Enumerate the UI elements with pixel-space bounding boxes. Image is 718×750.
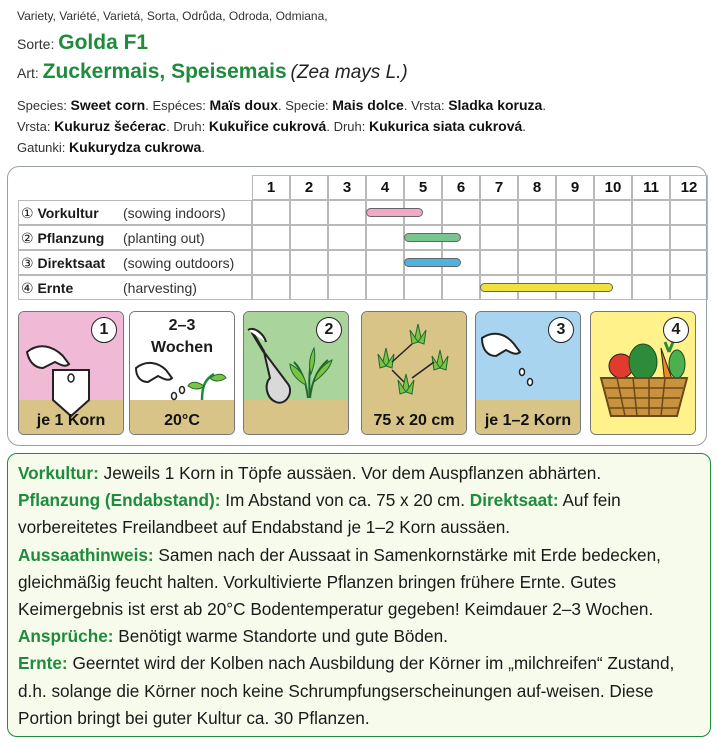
calendar-cell xyxy=(328,225,366,250)
calendar-cell xyxy=(366,275,404,300)
calendar-cell xyxy=(632,225,670,250)
calendar-cell xyxy=(328,200,366,225)
tile-harvest xyxy=(590,311,696,435)
calendar-cell xyxy=(480,200,518,225)
tile-germination xyxy=(129,311,235,435)
step-number-badge: 3 xyxy=(548,317,574,343)
calendar-row-label xyxy=(18,200,252,225)
calendar-cell xyxy=(518,250,556,275)
species-value: Kukuruz šećerac xyxy=(54,118,167,134)
calendar-cell xyxy=(518,200,556,225)
species-translations-line-2: Vrsta: Kukuruz šećerac. Druh: Kukuřice cukrová. Druh: Kukurica siata cukrová. xyxy=(17,118,526,134)
row-name: Ernte xyxy=(37,280,74,296)
calendar-cell xyxy=(594,225,632,250)
calendar-cell xyxy=(556,250,594,275)
calendar-cell xyxy=(252,200,290,225)
calendar-period-bar xyxy=(366,208,423,217)
tile-direct-sowing xyxy=(475,311,581,435)
germination-time xyxy=(130,315,234,359)
vorkultur-heading: Vorkultur: xyxy=(18,463,99,483)
row-subtitle: (sowing outdoors) xyxy=(123,255,235,271)
calendar-cell xyxy=(404,275,442,300)
month-header: 8 xyxy=(518,175,556,200)
direktsaat-text: Auf fein vorbereitetes Freilandbeet auf Endabstand je 1–2 Korn aussäen. xyxy=(18,490,621,538)
tile-caption: 75 x 20 cm xyxy=(373,412,455,429)
month-header: 1 xyxy=(252,175,290,200)
month-header: 2 xyxy=(290,175,328,200)
calendar-cell xyxy=(366,250,404,275)
month-header: 4 xyxy=(366,175,404,200)
tile-planting-out xyxy=(243,311,349,435)
row-marker: ② xyxy=(21,230,34,246)
direktsaat-heading: Direktsaat: xyxy=(469,490,559,511)
row-name: Pflanzung xyxy=(37,230,105,246)
tile-caption: 20°C xyxy=(164,412,200,429)
row-name: Vorkultur xyxy=(37,205,99,221)
calendar-row-label xyxy=(18,225,252,250)
step-number-badge: 2 xyxy=(316,317,342,343)
calendar-period-bar xyxy=(404,258,461,267)
latin-name: (Zea mays L.) xyxy=(290,62,408,83)
step-number-badge: 1 xyxy=(91,317,117,343)
species-label: Gatunki: xyxy=(17,140,66,155)
species-value: Kukurica siata cukrová xyxy=(368,118,523,134)
tile-sowing-indoors xyxy=(18,311,124,435)
month-header: 9 xyxy=(556,175,594,200)
species-value: Mais dolce xyxy=(332,97,404,113)
calendar-cell xyxy=(290,225,328,250)
sorte-label: Sorte: xyxy=(17,36,55,52)
step-number-badge: 4 xyxy=(663,317,689,343)
calendar-cell xyxy=(594,200,632,225)
month-header: 12 xyxy=(670,175,708,200)
calendar-period-bar xyxy=(404,233,461,242)
species-label: Species: xyxy=(17,98,67,113)
species-label: Specie: xyxy=(285,98,329,113)
calendar-cell xyxy=(328,275,366,300)
ansprueche-heading: Ansprüche: xyxy=(18,626,114,647)
calendar-cell xyxy=(632,275,670,300)
pflanzung-heading: Pflanzung (Endabstand): xyxy=(18,490,221,511)
calendar-cell xyxy=(252,225,290,250)
calendar-cell xyxy=(670,250,708,275)
row-subtitle: (harvesting) xyxy=(123,280,197,296)
species-label: Druh: xyxy=(173,119,206,134)
pflanzung-text: Im Abstand von ca. 75 x 20 cm. xyxy=(220,490,470,511)
calendar-cell xyxy=(442,200,480,225)
month-header: 11 xyxy=(632,175,670,200)
germination-unit: Wochen xyxy=(151,339,213,356)
calendar-cell xyxy=(252,275,290,300)
row-subtitle: (sowing indoors) xyxy=(123,205,226,221)
month-header: 10 xyxy=(594,175,632,200)
sowing-calendar xyxy=(7,166,707,446)
species-label: Vrsta: xyxy=(17,119,51,134)
calendar-cell xyxy=(556,225,594,250)
species-value: Kukurydza cukrowa xyxy=(69,139,202,155)
row-marker: ④ xyxy=(21,280,34,296)
calendar-cell xyxy=(442,275,480,300)
calendar-cell xyxy=(632,200,670,225)
month-header: 6 xyxy=(442,175,480,200)
month-header: 5 xyxy=(404,175,442,200)
species-value: Sweet corn xyxy=(70,97,146,113)
calendar-cell xyxy=(290,250,328,275)
art-label: Art: xyxy=(17,65,39,81)
species-translations-line-3: Gatunki: Kukurydza cukrowa. xyxy=(17,139,205,155)
species-translations-line-1: Species: Sweet corn. Espéces: Maïs doux. Specie: Mais dolce. Vrsta: Sladka koruza. xyxy=(17,97,546,113)
row-subtitle: (planting out) xyxy=(123,230,205,246)
species-value: Kukuřice cukrová xyxy=(208,118,327,134)
calendar-row-label xyxy=(18,275,252,300)
germination-weeks: 2–3 xyxy=(168,317,196,334)
calendar-cell xyxy=(670,275,708,300)
tile-caption: je 1 Korn xyxy=(36,412,106,429)
species-label: Vrsta: xyxy=(411,98,445,113)
calendar-cell xyxy=(670,200,708,225)
ansprueche-text: Benötigt warme Standorte und gute Böden. xyxy=(113,626,448,647)
calendar-cell xyxy=(290,275,328,300)
ernte-text: Geerntet wird der Kolben nach Ausbildung der Körner im „milchreifen“ Zustand, d.h. solange die Körner noch keine Schrumpfungserscheinungen auf-weisen. Diese Portion bringt bei guter Kultur ca. 30 Pflanzen. xyxy=(18,653,675,728)
calendar-cell xyxy=(670,225,708,250)
ernte-heading: Ernte: xyxy=(18,653,68,674)
calendar-cell xyxy=(480,225,518,250)
vorkultur-text: Jeweils 1 Korn in Töpfe aussäen. Vor dem Auspflanzen abhärten. xyxy=(98,463,602,483)
tile-caption: je 1–2 Korn xyxy=(484,412,572,429)
calendar-cell xyxy=(290,200,328,225)
row-marker: ① xyxy=(21,205,34,221)
species-value: Sladka koruza xyxy=(448,97,543,113)
species-value: Maïs doux xyxy=(209,97,279,113)
calendar-period-bar xyxy=(480,283,613,292)
aussaat-text: Samen nach der Aussaat in Samenkornstärke mit Erde bedecken, gleichmäßig feucht halten. Vorkultivierte Pflanzen bringen frühere Ernte. Gutes Keimergebnis ist erst ab 20°C Bodentemperatur gegeben! Keimdauer 2–3 Wochen. xyxy=(18,544,661,620)
row-name: Direktsaat xyxy=(37,255,106,271)
aussaat-heading: Aussaathinweis: xyxy=(18,544,154,565)
variety-name: Golda F1 xyxy=(58,31,149,54)
calendar-cell xyxy=(594,250,632,275)
species-label: Druh: xyxy=(333,119,366,134)
cultivation-instructions xyxy=(7,453,711,737)
calendar-cell xyxy=(328,250,366,275)
row-marker: ③ xyxy=(21,255,34,271)
calendar-cell xyxy=(632,250,670,275)
calendar-cell xyxy=(480,250,518,275)
species-name-line xyxy=(17,60,408,84)
variety-languages-line: Variety, Variété, Varietá, Sorta, Odrůda, Odroda, Odmiana, xyxy=(17,9,328,23)
calendar-cell xyxy=(556,200,594,225)
footer-strip xyxy=(0,741,718,750)
species-name: Zuckermais, Speisemais xyxy=(42,60,287,83)
variety-name-line xyxy=(17,31,148,55)
calendar-cell xyxy=(252,250,290,275)
tile-plant-spacing xyxy=(361,311,467,435)
species-label: Espéces: xyxy=(152,98,206,113)
calendar-cell xyxy=(366,225,404,250)
calendar-row-label xyxy=(18,250,252,275)
calendar-cell xyxy=(518,225,556,250)
month-header: 7 xyxy=(480,175,518,200)
month-header: 3 xyxy=(328,175,366,200)
